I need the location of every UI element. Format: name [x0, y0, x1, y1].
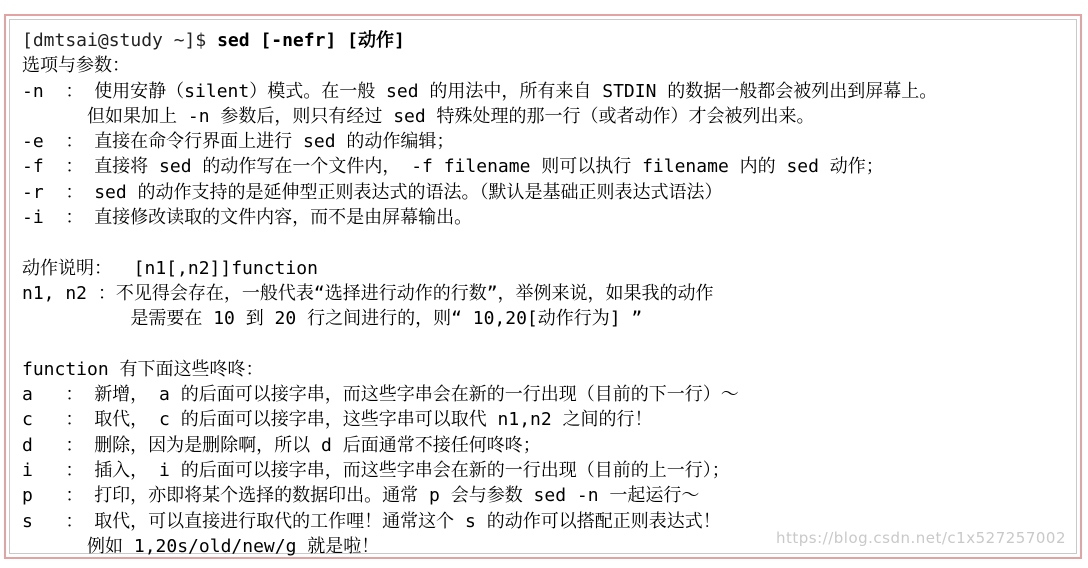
code-block-frame — [4, 14, 1082, 559]
option-flag: -e ： — [22, 131, 95, 153]
option-flag — [22, 106, 87, 127]
function-flag: i ： — [22, 460, 95, 482]
option-text: 直接将 sed 的动作写在一个文件内， -f filename 则可以执行 filename 内的 sed 动作； — [94, 156, 884, 178]
function-line — [22, 433, 1068, 458]
option-text: 直接在命令行界面上进行 sed 的动作编辑； — [94, 131, 455, 153]
function-text: 取代，可以直接进行取代的工作哩！通常这个 s 的动作可以搭配正则表达式！ — [94, 510, 721, 532]
option-line — [22, 104, 1068, 129]
code-lines — [22, 28, 1068, 559]
action-header: 动作说明： [n1[,n2]]function — [22, 257, 318, 279]
function-text: 取代， c 的后面可以接字串，这些字串可以取代 n1,n2 之间的行！ — [94, 409, 653, 431]
action-line: 是需要在 10 到 20 行之间进行的，则“ 10,20[动作行为] ” — [22, 308, 643, 330]
function-flag: s ： — [22, 510, 95, 532]
code-block[interactable] — [9, 19, 1077, 557]
option-flag: -i ： — [22, 207, 95, 229]
function-line — [22, 483, 1068, 508]
option-flag: -f ： — [22, 156, 95, 178]
command-line — [22, 28, 1068, 53]
function-flag — [22, 536, 87, 557]
blank-line — [22, 332, 1068, 357]
function-flag: d ： — [22, 434, 95, 456]
option-line — [22, 129, 1068, 154]
function-line — [22, 407, 1068, 432]
function-line — [22, 458, 1068, 483]
functions-header: function 有下面这些咚咚： — [22, 358, 264, 380]
option-flag: -n ： — [22, 80, 95, 102]
option-line — [22, 205, 1068, 230]
option-text: 直接修改读取的文件内容，而不是由屏幕输出。 — [94, 207, 473, 229]
option-flag: -r ： — [22, 181, 95, 203]
function-text: 例如 1,20s/old/new/g 就是啦！ — [87, 535, 380, 557]
sed-command: sed [-nefr] [动作] — [217, 30, 405, 51]
function-text: 新增， a 的后面可以接字串，而这些字串会在新的一行出现（目前的下一行）～ — [94, 384, 739, 406]
blank-line — [22, 230, 1068, 255]
option-text: 使用安静（silent）模式。在一般 sed 的用法中，所有来自 STDIN 的数据一般都会被列出到屏幕上。 — [94, 80, 938, 102]
shell-prompt: [dmtsai@study ~]$ — [22, 30, 218, 51]
watermark-url: https://blog.csdn.net/c1x527257002 — [775, 529, 1066, 547]
option-text: sed 的动作支持的是延伸型正则表达式的语法。（默认是基础正则表达式语法） — [94, 181, 723, 203]
option-line — [22, 180, 1068, 205]
function-flag: a ： — [22, 384, 95, 406]
function-flag: c ： — [22, 409, 95, 431]
function-text: 打印，亦即将某个选择的数据印出。通常 p 会与参数 sed -n 一起运行～ — [94, 485, 700, 507]
function-text: 删除，因为是删除啊，所以 d 后面通常不接任何咚咚； — [94, 434, 541, 456]
function-flag: p ： — [22, 485, 95, 507]
function-text: 插入， i 的后面可以接字串，而这些字串会在新的一行出现（目前的上一行）； — [94, 460, 730, 482]
function-line — [22, 382, 1068, 407]
options-header: 选项与参数： — [22, 55, 130, 77]
action-line: n1, n2 ：不见得会存在，一般代表“选择进行动作的行数”，举例来说，如果我的动作 — [22, 282, 714, 304]
option-line — [22, 79, 1068, 104]
option-line — [22, 154, 1068, 179]
option-text: 但如果加上 -n 参数后，则只有经过 sed 特殊处理的那一行（或者动作）才会被列出来。 — [87, 105, 815, 127]
